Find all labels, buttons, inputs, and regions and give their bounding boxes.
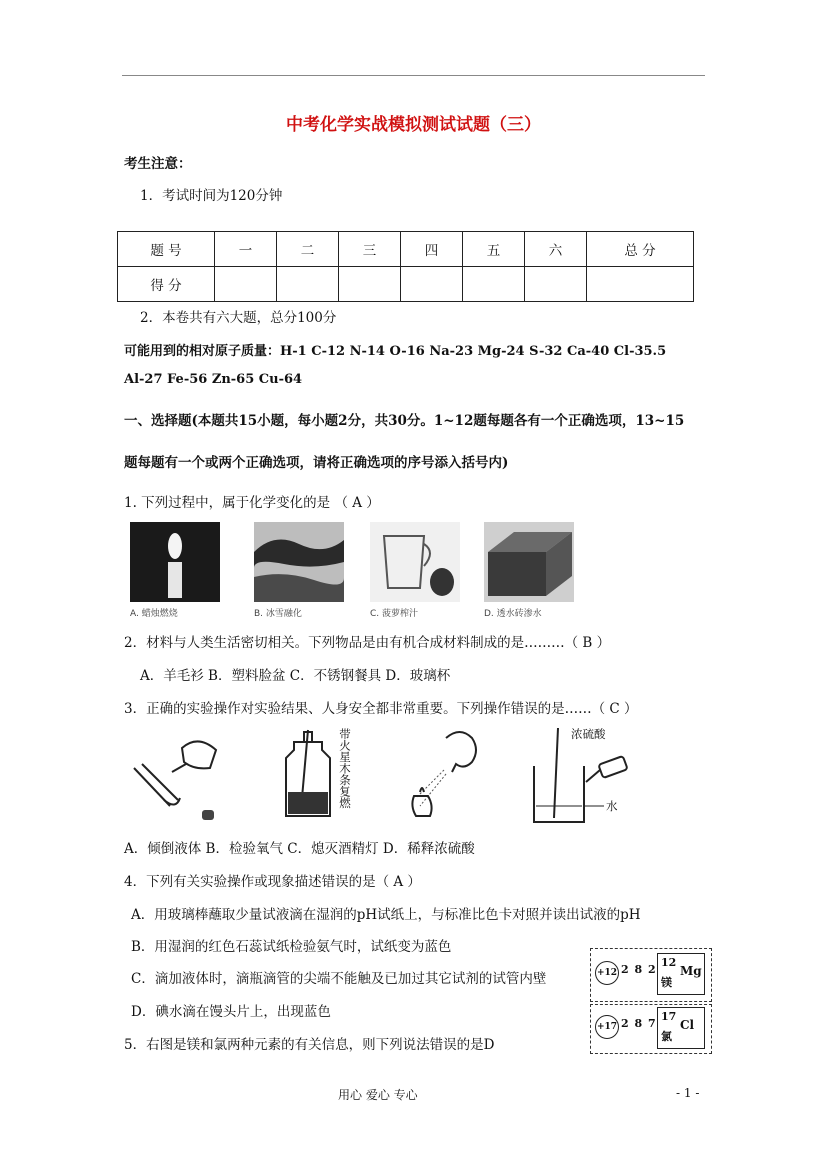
question-2-options: A．羊毛衫 B．塑料脸盆 C．不锈钢餐具 D．玻璃杯 <box>140 668 451 684</box>
score-cell[interactable] <box>525 267 587 302</box>
score-row-label: 得 分 <box>118 267 215 302</box>
cl-shells: 2 8 7 <box>621 1017 657 1030</box>
question-4-option-b: B．用湿润的红色石蕊试纸检验氨气时，试纸变为蓝色 <box>131 939 452 955</box>
score-cell[interactable] <box>277 267 339 302</box>
score-table <box>117 231 694 302</box>
question-4-option-d: D．碘水滴在馒头片上，出现蓝色 <box>131 1004 331 1020</box>
header-rule <box>122 75 705 76</box>
q3-label-water: 水 <box>606 799 618 813</box>
score-table-score-row <box>118 267 694 302</box>
score-cell[interactable] <box>463 267 525 302</box>
q3-image-test-oxygen <box>282 728 382 824</box>
notice-2: 2．本卷共有六大题，总分100分 <box>140 310 337 326</box>
mg-element-card <box>657 953 705 995</box>
cl-nucleus: +17 <box>595 1015 619 1039</box>
q1-image-juice <box>370 522 460 618</box>
section-1-heading-line-2: 题每题有一个或两个正确选项，请将正确选项的序号添入括号内) <box>124 455 509 471</box>
mg-element-name: 镁 <box>661 976 672 989</box>
q3-label-oxygen-test: 带火星木条复燃 <box>338 728 352 809</box>
score-cell[interactable] <box>339 267 401 302</box>
atomic-mass-line-2: Al-27 Fe-56 Zn-65 Cu-64 <box>124 372 303 387</box>
score-header-cell: 题 号 <box>118 232 215 267</box>
score-cell[interactable] <box>401 267 463 302</box>
score-header-cell: 六 <box>525 232 587 267</box>
score-cell[interactable] <box>215 267 277 302</box>
chlorine-info-box <box>590 1004 712 1054</box>
score-header-cell: 三 <box>339 232 401 267</box>
cl-element-card <box>657 1007 705 1049</box>
notice-heading: 考生注意： <box>124 156 192 172</box>
magnesium-info-box <box>590 948 712 1002</box>
section-1-heading-line-1: 一、选择题(本题共15小题，每小题2分，共30分。1~12题每题各有一个正确选项，13~15 <box>124 413 685 429</box>
score-header-cell: 总 分 <box>587 232 694 267</box>
question-4-option-a: A．用玻璃棒蘸取少量试液滴在湿润的pH试纸上，与标准比色卡对照并读出试液的pH <box>131 907 641 923</box>
q1-caption-d: D. 透水砖渗水 <box>484 609 542 619</box>
score-header-cell: 五 <box>463 232 525 267</box>
question-2: 2．材料与人类生活密切相关。下列物品是由有机合成材料制成的是………（ B ） <box>124 635 611 651</box>
score-header-cell: 四 <box>401 232 463 267</box>
q1-caption-a: A. 蜡烛燃烧 <box>130 609 178 619</box>
score-header-cell: 二 <box>277 232 339 267</box>
q1-image-snow <box>254 522 344 618</box>
q1-caption-c: C. 菠萝榨汁 <box>370 609 419 619</box>
q3-image-pour-liquid <box>124 728 224 824</box>
question-1: 1. 下列过程中，属于化学变化的是 （ A ） <box>124 495 380 511</box>
q1-image-candle <box>130 522 220 618</box>
footer-motto: 用心 爱心 专心 <box>338 1088 418 1102</box>
score-cell[interactable] <box>587 267 694 302</box>
score-table-header-row <box>118 232 694 267</box>
mg-symbol: Mg <box>680 964 702 978</box>
question-4: 4．下列有关实验操作或现象描述错误的是（ A ） <box>124 874 421 890</box>
score-header-cell: 一 <box>215 232 277 267</box>
mg-shells: 2 8 2 <box>621 963 657 976</box>
q3-label-acid: 浓硫酸 <box>571 727 606 741</box>
cl-element-name: 氯 <box>661 1030 672 1043</box>
question-5: 5．右图是镁和氯两种元素的有关信息，则下列说法错误的是D <box>124 1037 495 1053</box>
notice-1: 1．考试时间为120分钟 <box>140 188 283 204</box>
question-3: 3．正确的实验操作对实验结果、人身安全都非常重要。下列操作错误的是……（ C ） <box>124 701 638 717</box>
mg-atomic-number: 12 <box>661 956 677 969</box>
q1-caption-b: B. 冰雪融化 <box>254 609 302 619</box>
q1-image-brick <box>484 522 574 618</box>
question-4-option-c: C．滴加液体时，滴瓶滴管的尖端不能触及已加过其它试剂的试管内壁 <box>131 971 547 987</box>
question-3-options: A．倾倒液体 B．检验氧气 C．熄灭酒精灯 D．稀释浓硫酸 <box>124 841 475 857</box>
cl-atomic-number: 17 <box>661 1010 677 1023</box>
q3-image-dilute-acid <box>524 726 634 826</box>
cl-symbol: Cl <box>680 1018 695 1032</box>
document-title: 中考化学实战模拟测试试题（三） <box>286 115 541 135</box>
page-number: - 1 - <box>676 1086 700 1100</box>
mg-nucleus: +12 <box>595 961 619 985</box>
q3-image-extinguish-lamp <box>400 726 500 822</box>
atomic-mass-line-1: 可能用到的相对原子质量：H-1 C-12 N-14 O-16 Na-23 Mg-24 S-32 Ca-40 Cl-35.5 <box>124 344 667 359</box>
